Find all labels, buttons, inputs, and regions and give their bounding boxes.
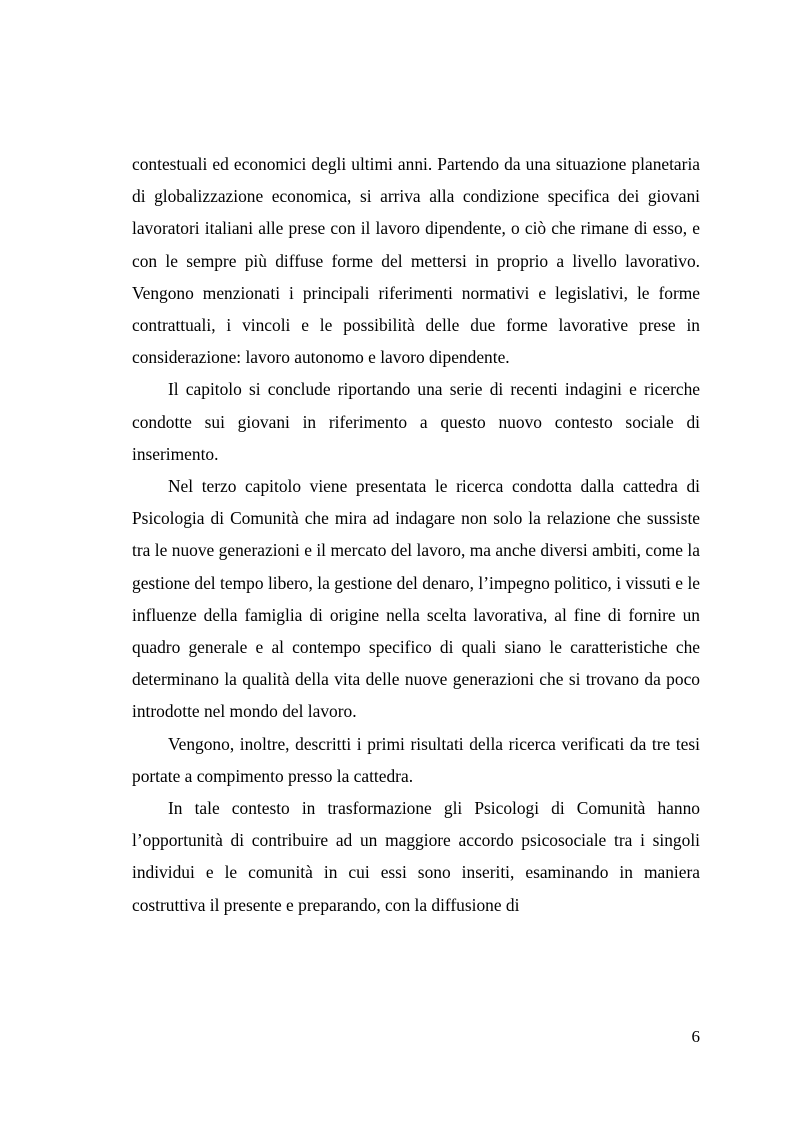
paragraph-4: Vengono, inoltre, descritti i primi risultati della ricerca verificati da tre tesi portate a compimento presso la cattedra. [132,733,700,786]
paragraph-1: contestuali ed economici degli ultimi anni. Partendo da una situazione planetaria di globalizzazione economica, si arriva alla condizione specifica dei giovani lavoratori italiani alle prese con il lavoro dipendente, o ciò che rimane di esso, e con le sempre più diffuse forme del mettersi in proprio a livello lavorativo. Vengono menzionati i principali riferimenti normativi e legislativi, le forme contrattuali, i vincoli e le possibilità delle due forme lavorative prese in considerazione: lavoro autonomo e lavoro dipendente. [132,154,700,368]
paragraph-3: Nel terzo capitolo viene presentata le ricerca condotta dalla cattedra di Psicologia di Comunità che mira ad indagare non solo la relazione che sussiste tra le nuove generazioni e il mercato del lavoro, ma anche diversi ambiti, come la gestione del tempo libero, la gestione del denaro, l’impegno politico, i vissuti e le influenze della famiglia di origine nella scelta lavorativa, al fine di fornire un quadro generale e al contempo specifico di quali siano le caratteristiche che determinano la qualità della vita delle nuove generazioni che si trovano da poco introdotte nel mondo del lavoro. [132,476,700,722]
paragraph-5: In tale contesto in trasformazione gli Psicologi di Comunità hanno l’opportunità di contribuire ad un maggiore accordo psicosociale tra i singoli individui e le comunità in cui essi sono inseriti, esaminando in maniera costruttiva il presente e preparando, con la diffusione di [132,798,700,915]
body-text [132,148,700,921]
page-number: 6 [691,1027,700,1046]
paragraph-2: Il capitolo si conclude riportando una serie di recenti indagini e ricerche condotte sui giovani in riferimento a questo nuovo contesto sociale di inserimento. [132,379,700,464]
